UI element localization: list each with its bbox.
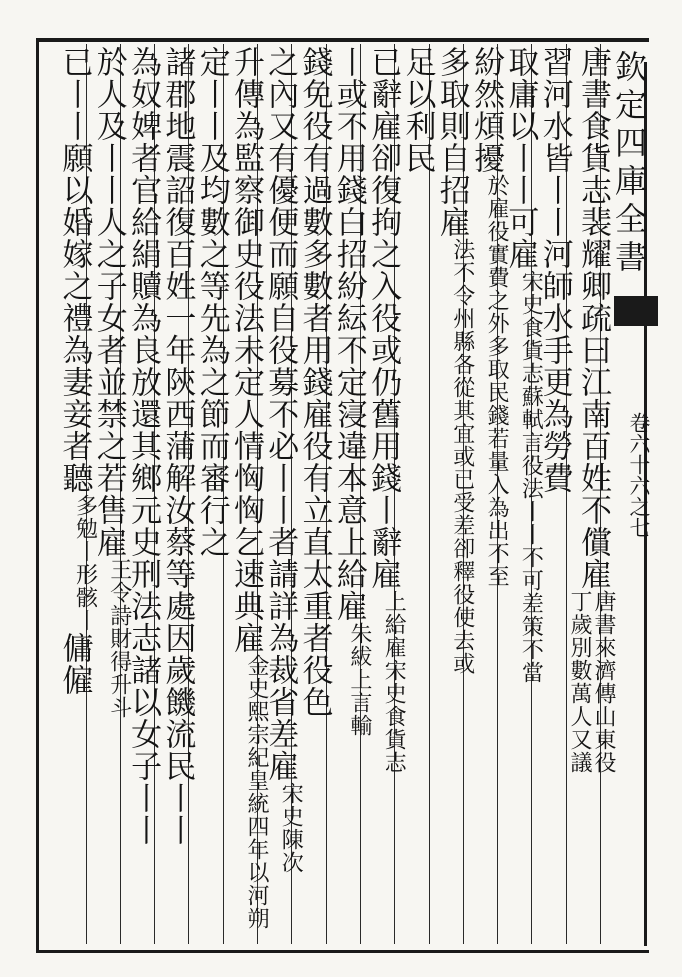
main-text: 招雇 bbox=[433, 174, 470, 238]
annotation-pair bbox=[381, 590, 405, 774]
annotation-right: 多勉丨形骸丨 bbox=[72, 494, 98, 632]
main-text: 為奴婢者官給絹贖為良放還其鄉元史刑法志諸以女子丨丨 bbox=[125, 46, 162, 846]
main-text: 典雇 bbox=[228, 590, 264, 654]
main-text: 已丨丨願以婚嫁之禮為妻妾者聽 bbox=[56, 46, 93, 494]
text-column bbox=[53, 46, 97, 696]
annotation-pair bbox=[484, 174, 508, 588]
main-text: 唐書食貨志裴耀卿疏曰江南百姓不 bbox=[575, 46, 611, 526]
main-text: 錢免役有過數多數者用錢雇役有立直太重者役色 bbox=[296, 46, 333, 718]
main-text: 定丨丨及均數之等先為之節而審行之 bbox=[193, 46, 230, 558]
annotation-pair bbox=[73, 494, 97, 632]
annotation-right: 朱紱上言輸 bbox=[346, 622, 372, 737]
column-rule bbox=[429, 44, 430, 944]
book-title: 欽定四庫全書 bbox=[610, 50, 648, 278]
juan-label: 卷六十六之七 bbox=[627, 412, 651, 538]
fishtail-mark bbox=[614, 296, 658, 326]
annotation-right: 於雇役實費之外多取民錢若量入為出不至 bbox=[484, 174, 510, 588]
main-text: 多取則自 bbox=[433, 46, 470, 174]
main-text: 丨或不用錢白招紛紜不定寖違本意 bbox=[330, 46, 367, 526]
annotation-right: 金史熙宗紀皇統四年以河朔 bbox=[244, 654, 269, 930]
main-text: 償 bbox=[575, 526, 611, 558]
main-text: 辭雇 bbox=[365, 526, 402, 590]
annotation-right: 唐書來濟傳山東役 bbox=[591, 590, 616, 774]
main-text: 可雇 bbox=[502, 206, 539, 270]
main-text: 升傳為監察御史役法未定人情恟恟乞速 bbox=[228, 46, 264, 590]
main-text: 取庸以丨丨 bbox=[502, 46, 539, 206]
annotation-right: 宋史陳次 bbox=[278, 782, 304, 874]
annotation-pair bbox=[107, 558, 131, 719]
main-text: 上 bbox=[330, 526, 367, 558]
main-text: 習河水皆丨丨河師水手更為勞費 bbox=[536, 46, 573, 494]
main-text: 售雇 bbox=[90, 494, 127, 558]
annotation-pair bbox=[347, 622, 371, 737]
main-text: 之內又有優便而願自役募不必丨丨者請詳為裁省 bbox=[262, 46, 299, 718]
main-text: 足以利民 bbox=[399, 46, 436, 174]
annotation-left: 丁歲別數萬人又議 bbox=[567, 590, 592, 774]
annotation-pair bbox=[278, 782, 302, 874]
annotation-right: 法不令州縣各從其宜或已受差卻釋役使去或 bbox=[449, 238, 475, 675]
annotation-pair bbox=[518, 270, 542, 684]
main-text: 於人及丨丨人之子女者並禁之若 bbox=[90, 46, 127, 494]
annotation-pair bbox=[244, 654, 268, 930]
annotation-right: 宋史食貨志蘇軾言役法丨丨不可差策不當 bbox=[518, 270, 544, 684]
main-text: 給雇 bbox=[330, 558, 367, 622]
annotation-pair bbox=[450, 238, 474, 675]
main-text: 已辭雇卻復拘之入役或仍舊用錢丨 bbox=[365, 46, 402, 526]
main-text: 諸郡地震詔復百姓一年陝西蒲解汝蔡等處因歲饑流民丨丨 bbox=[159, 46, 196, 846]
annotation-pair bbox=[567, 590, 615, 774]
main-text: 傭僱 bbox=[56, 632, 93, 696]
main-text: 差雇 bbox=[262, 718, 299, 782]
annotation-right: 上給雇宋史食貨志 bbox=[381, 590, 407, 774]
annotation-right: 王令詩財得升斗 bbox=[106, 558, 132, 719]
main-text: 雇 bbox=[575, 558, 611, 590]
main-text: 紛然煩擾 bbox=[468, 46, 505, 174]
